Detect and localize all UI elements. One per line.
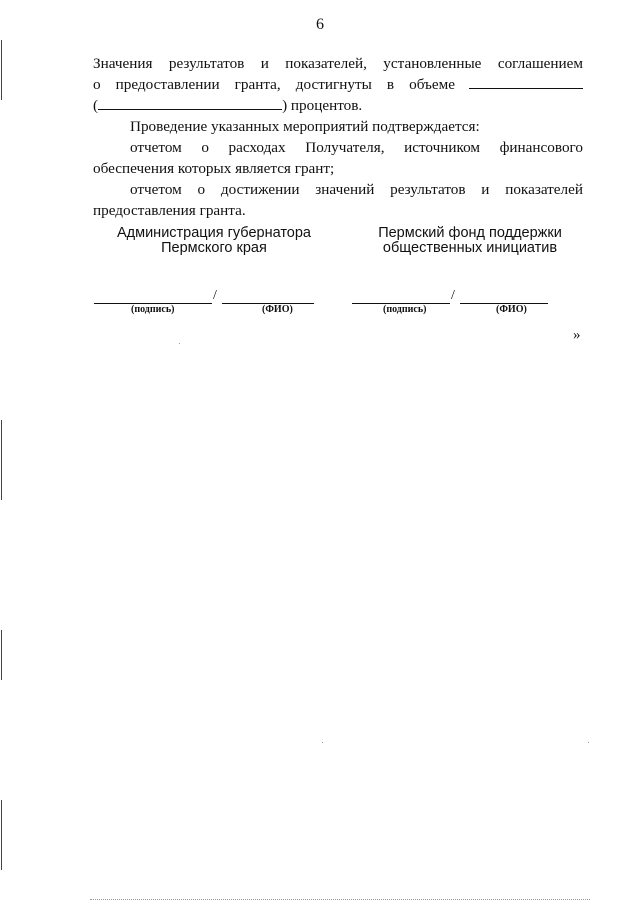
results-line-2-text: о предоставлении гранта, достигнуты в объеме bbox=[93, 76, 455, 93]
right-name-caption: (ФИО) bbox=[496, 304, 527, 315]
percent-suffix: ) процентов. bbox=[282, 97, 363, 114]
results-paragraph bbox=[93, 53, 583, 116]
left-signature-caption: (подпись) bbox=[131, 304, 175, 315]
expense-report-line-1: отчетом о расходах Получателя, источником финансового bbox=[130, 139, 583, 156]
volume-blank bbox=[469, 74, 583, 89]
right-signature-caption: (подпись) bbox=[383, 304, 427, 315]
closing-quote: » bbox=[573, 327, 581, 343]
left-name-caption: (ФИО) bbox=[262, 304, 293, 315]
results-line-1: Значения результатов и показателей, установленные соглашением bbox=[93, 55, 583, 72]
confirmation-paragraph: Проведение указанных мероприятий подтверждается: bbox=[130, 118, 480, 135]
open-paren: ( bbox=[93, 97, 99, 114]
scan-margin-mark bbox=[1, 630, 2, 680]
left-signature-slash: / bbox=[213, 288, 217, 303]
results-line-2 bbox=[93, 74, 583, 95]
scan-speck bbox=[588, 742, 589, 743]
results-report-line-2: предоставления гранта. bbox=[93, 202, 246, 219]
scan-speck bbox=[179, 343, 180, 344]
scan-speck bbox=[322, 742, 323, 743]
party-left bbox=[100, 226, 328, 256]
expense-report-line-2: обеспечения которых является грант; bbox=[93, 160, 335, 177]
scan-margin-mark bbox=[1, 800, 2, 870]
party-right-line-2: общественных инициатив bbox=[382, 240, 558, 256]
results-report-paragraph bbox=[93, 179, 583, 221]
scan-margin-mark bbox=[1, 420, 2, 500]
party-right-line-1: Пермский фонд поддержки bbox=[378, 225, 562, 241]
scan-footer-noise bbox=[90, 898, 590, 900]
percent-blank bbox=[98, 95, 282, 110]
right-signature-slash: / bbox=[451, 288, 455, 303]
expense-report-paragraph bbox=[93, 137, 583, 179]
party-left-line-2: Пермского края bbox=[161, 240, 267, 256]
party-right bbox=[356, 226, 584, 256]
scan-margin-mark bbox=[1, 40, 2, 100]
results-report-line-1: отчетом о достижении значений результатов и показателей bbox=[130, 181, 583, 198]
results-line-3 bbox=[93, 95, 583, 116]
page-number: 6 bbox=[316, 16, 324, 33]
party-left-line-1: Администрация губернатора bbox=[116, 225, 311, 241]
